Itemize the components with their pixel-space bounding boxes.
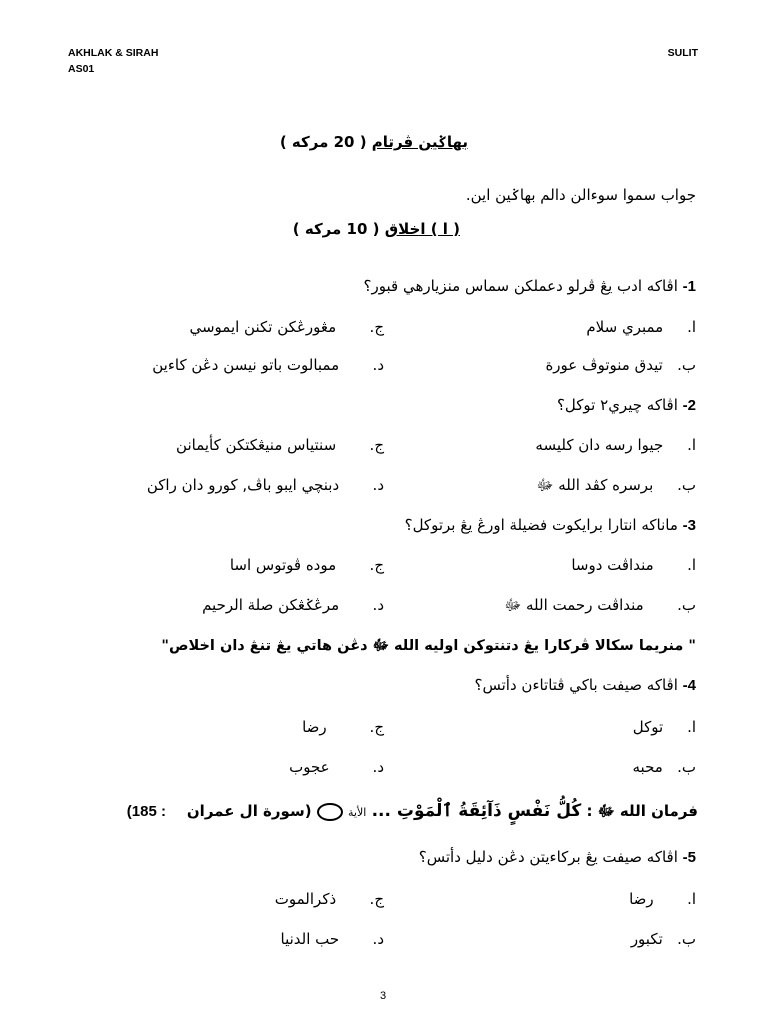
question-text: اڤاكه صيفت يڠ بركاءيتن دڠن دليل دأتس؟ <box>418 848 678 866</box>
section-title-marks: ( 20 مركه ) <box>279 133 367 151</box>
confidential-label: SULIT <box>667 47 698 59</box>
question-text: اڤاكه چيري٢ توكل؟ <box>556 396 678 414</box>
q5-option-c <box>74 890 384 908</box>
option-letter: ب. <box>677 356 696 374</box>
question-number: 3- <box>682 517 696 534</box>
option-letter: ج. <box>369 890 384 908</box>
q1-option-c <box>74 318 384 336</box>
option-letter: ب. <box>677 758 696 776</box>
subsection-title <box>293 220 460 238</box>
q1-option-d <box>74 356 384 374</box>
option-text: محبه <box>632 758 663 776</box>
verse-intro: فرمان الله ﷻ : <box>586 802 698 820</box>
verse-line <box>126 800 698 824</box>
option-letter: ا. <box>687 436 696 454</box>
option-text: سنتياس منيڠكتكن كأيمانن <box>176 436 337 454</box>
option-text: توكل <box>632 718 664 736</box>
ayah-number: : 185) <box>126 803 166 820</box>
option-letter: ا. <box>687 890 696 908</box>
option-text: منداڤت رحمت الله ﷻ <box>504 596 644 614</box>
option-text: جيوا رسه دان كليسه <box>535 436 664 454</box>
q1-option-b <box>476 356 696 374</box>
q3-option-c <box>74 556 384 574</box>
option-text: ممبالوت باتو نيسن دڠن كاءين <box>152 356 340 374</box>
q4-option-a <box>456 718 696 736</box>
option-text: حب الدنيا <box>280 930 340 948</box>
option-text: منداڤت دوسا <box>571 556 654 574</box>
q5-option-b <box>456 930 696 948</box>
page-number: 3 <box>380 990 387 1002</box>
option-text: برسره كڤد الله ﷻ <box>536 476 654 494</box>
verse-arabic: كُلُّ نَفْسٍ ذَآئِقَةُ ٱلْمَوْتِ ... <box>371 801 582 821</box>
q5-option-d <box>74 930 384 948</box>
q2-option-a <box>456 436 696 454</box>
q1-option-a <box>476 318 696 336</box>
option-text: عجوب <box>289 758 330 776</box>
option-letter: ب. <box>677 930 696 948</box>
option-text: ذكرالموت <box>274 890 337 908</box>
question-text: اڤاكه ادب يڠ ڤرلو دعملكن سماس منزيارهي قبور؟ <box>363 277 678 295</box>
quote-statement: " منريما سكالا ڤركارا يڠ دتنتوكن اوليه الله ﷻ دڠن هاتي يڠ تنڠ دان اخلاص" <box>161 638 696 654</box>
question-number: 4- <box>682 677 696 694</box>
surah-name: (سورة ال عمران <box>186 802 312 820</box>
option-text: ممبري سلام <box>586 318 664 336</box>
q5-option-a <box>456 890 696 908</box>
option-text: تكبور <box>630 930 663 948</box>
q2-option-d <box>74 476 384 494</box>
q4-option-c <box>74 718 384 736</box>
option-letter: ا. <box>687 718 696 736</box>
option-letter: د. <box>372 758 384 776</box>
q4-option-d <box>74 758 384 776</box>
section-title-underlined: بهاݢين ڤرتام <box>371 133 468 151</box>
subject-code: AS01 <box>68 63 95 75</box>
q4-option-b <box>456 758 696 776</box>
question-text: اڤاكه صيفت باكي ڤتاتاءن دأتس؟ <box>474 676 678 694</box>
question-number: 1- <box>682 278 696 295</box>
q3-option-d <box>74 596 384 614</box>
option-letter: ب. <box>677 596 696 614</box>
question-number: 2- <box>682 397 696 414</box>
option-letter: ج. <box>369 318 384 336</box>
option-text: مرڠݢڠكن صلة الرحيم <box>202 596 340 614</box>
question-4 <box>475 676 696 694</box>
question-number: 5- <box>682 849 696 866</box>
instruction-text: جواب سموا سوءالن دالم بهاݢين اين. <box>465 186 696 204</box>
option-text: رضا <box>302 718 327 736</box>
ayah-label: الأية <box>348 806 367 819</box>
subject-header: AKHLAK & SIRAH <box>68 47 159 59</box>
subsection-title-marks: ( 10 مركه ) <box>292 220 380 238</box>
option-letter: د. <box>372 356 384 374</box>
option-letter: د. <box>372 596 384 614</box>
q2-option-b <box>456 476 696 498</box>
question-1 <box>364 277 696 295</box>
question-5 <box>419 848 696 866</box>
option-letter: ب. <box>677 476 696 494</box>
option-text: تيدق منوتوڤ عورة <box>545 356 663 374</box>
option-text: دبنچي ايبو باڤ, كورو دان راكن <box>146 476 340 494</box>
option-text: موده ڤوتوس اسا <box>229 556 337 574</box>
option-letter: د. <box>372 930 384 948</box>
q3-option-a <box>456 556 696 574</box>
ayah-marker-icon <box>317 803 343 821</box>
q2-option-c <box>74 436 384 454</box>
option-text: رضا <box>629 890 654 908</box>
option-letter: ا. <box>687 556 696 574</box>
question-2 <box>557 396 696 414</box>
option-letter: ج. <box>369 718 384 736</box>
subsection-title-underlined: ( ا ) اخلاق <box>384 220 460 238</box>
section-title <box>280 133 468 151</box>
option-letter: ج. <box>369 436 384 454</box>
option-letter: ج. <box>369 556 384 574</box>
question-text: ماناكه انتارا برايكوت فضيلة اورڠ يڠ برتوكل؟ <box>404 516 678 534</box>
option-letter: د. <box>372 476 384 494</box>
q3-option-b <box>456 596 696 618</box>
option-text: مڠورڠكن تكنن ايموسي <box>189 318 337 336</box>
option-letter: ا. <box>687 318 696 336</box>
question-3 <box>405 516 696 534</box>
